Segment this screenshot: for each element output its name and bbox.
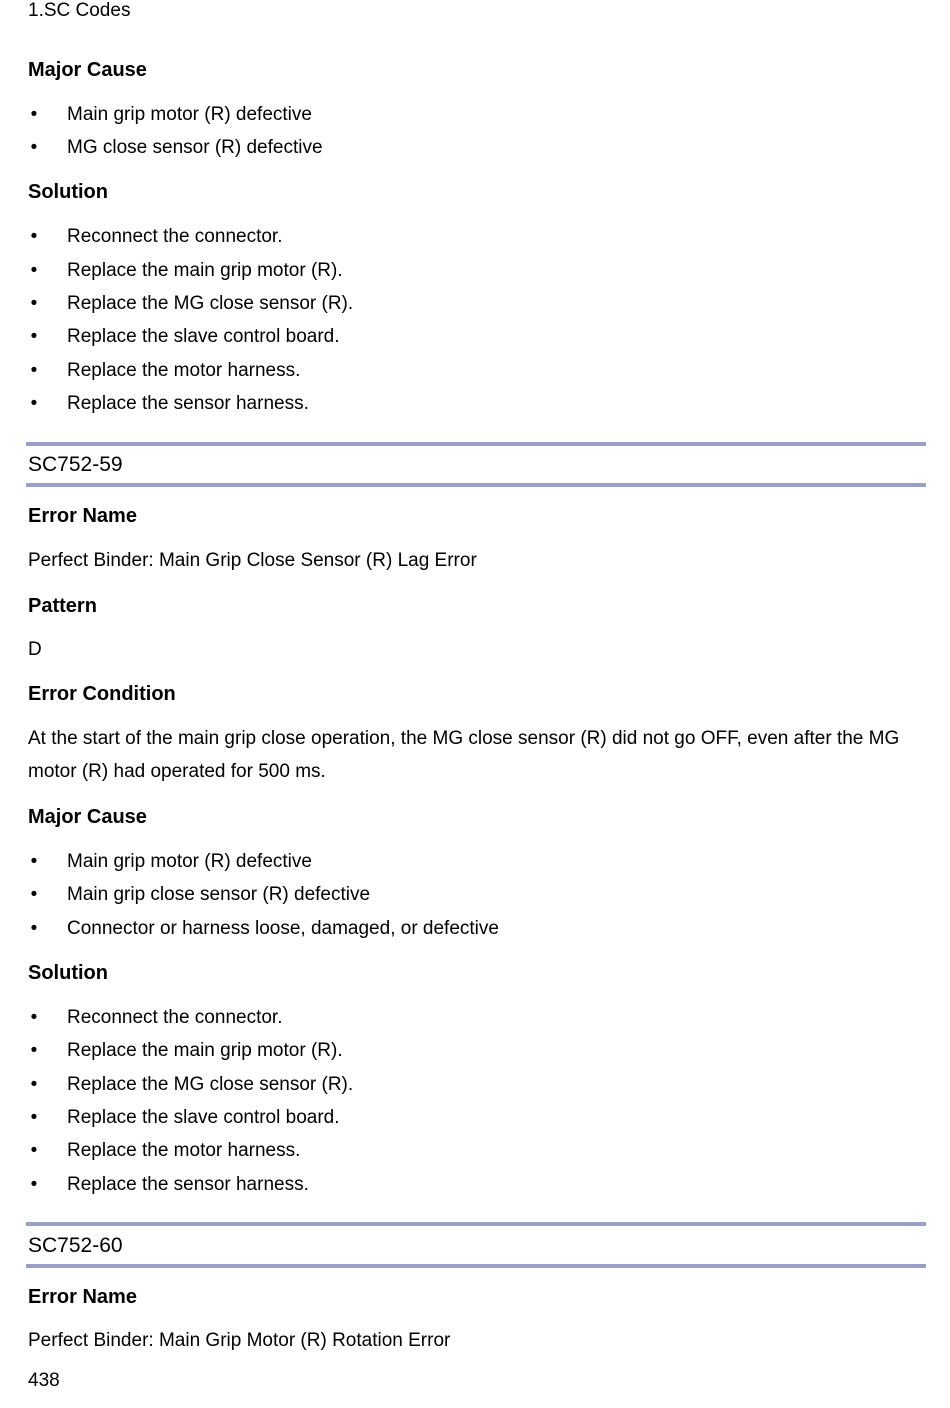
- sc-code-title: SC752-59: [28, 453, 123, 476]
- bullet-icon: •: [30, 1174, 38, 1195]
- list-item: • Replace the MG close sensor (R).: [28, 292, 928, 316]
- list-item: • Connector or harness loose, damaged, or defective: [28, 917, 928, 941]
- solution-heading: Solution: [28, 962, 108, 984]
- bullet-icon: •: [30, 393, 38, 414]
- bullet-icon: •: [30, 104, 38, 125]
- list-item: • Replace the sensor harness.: [28, 392, 928, 416]
- bullet-icon: •: [30, 1107, 38, 1128]
- list-item: • Main grip motor (R) defective: [28, 103, 928, 127]
- error-name-heading: Error Name: [28, 1286, 137, 1308]
- list-item: • MG close sensor (R) defective: [28, 136, 928, 160]
- list-item: • Replace the sensor harness.: [28, 1173, 928, 1197]
- bullet-icon: •: [30, 260, 38, 281]
- bullet-icon: •: [30, 137, 38, 158]
- error-condition-text-line1: At the start of the main grip close operation, the MG close sensor (R) did not go OFF, even after the MG: [28, 728, 900, 749]
- section-rule-bottom: [26, 483, 926, 487]
- section-rule-bottom: [26, 1264, 926, 1268]
- bullet-icon: •: [30, 884, 38, 905]
- bullet-icon: •: [30, 226, 38, 247]
- list-item: • Replace the MG close sensor (R).: [28, 1073, 928, 1097]
- bullet-icon: •: [30, 918, 38, 939]
- list-item: • Replace the motor harness.: [28, 1139, 928, 1163]
- solution-heading: Solution: [28, 181, 108, 203]
- list-item: • Replace the main grip motor (R).: [28, 1039, 928, 1063]
- page-number: 438: [28, 1370, 60, 1391]
- error-name-text: Perfect Binder: Main Grip Motor (R) Rotation Error: [28, 1330, 451, 1351]
- list-item: • Replace the motor harness.: [28, 359, 928, 383]
- bullet-icon: •: [30, 1074, 38, 1095]
- list-item: • Reconnect the connector.: [28, 1006, 928, 1030]
- running-header: 1.SC Codes: [28, 0, 131, 21]
- bullet-icon: •: [30, 1140, 38, 1161]
- sc-code-title: SC752-60: [28, 1234, 123, 1257]
- error-name-heading: Error Name: [28, 505, 137, 527]
- bullet-icon: •: [30, 1007, 38, 1028]
- list-item: • Replace the main grip motor (R).: [28, 259, 928, 283]
- error-name-text: Perfect Binder: Main Grip Close Sensor (R) Lag Error: [28, 550, 477, 571]
- bullet-icon: •: [30, 326, 38, 347]
- section-rule-top: [26, 1222, 926, 1226]
- major-cause-heading: Major Cause: [28, 59, 147, 81]
- bullet-icon: •: [30, 1040, 38, 1061]
- list-item: • Replace the slave control board.: [28, 325, 928, 349]
- error-condition-text-line2: motor (R) had operated for 500 ms.: [28, 761, 326, 782]
- list-item: • Main grip motor (R) defective: [28, 850, 928, 874]
- list-item: • Reconnect the connector.: [28, 225, 928, 249]
- bullet-icon: •: [30, 360, 38, 381]
- bullet-icon: •: [30, 293, 38, 314]
- pattern-value: D: [28, 639, 42, 660]
- pattern-heading: Pattern: [28, 595, 97, 617]
- section-rule-top: [26, 442, 926, 446]
- list-item: • Replace the slave control board.: [28, 1106, 928, 1130]
- bullet-icon: •: [30, 851, 38, 872]
- major-cause-heading: Major Cause: [28, 806, 147, 828]
- list-item: • Main grip close sensor (R) defective: [28, 883, 928, 907]
- error-condition-heading: Error Condition: [28, 683, 176, 705]
